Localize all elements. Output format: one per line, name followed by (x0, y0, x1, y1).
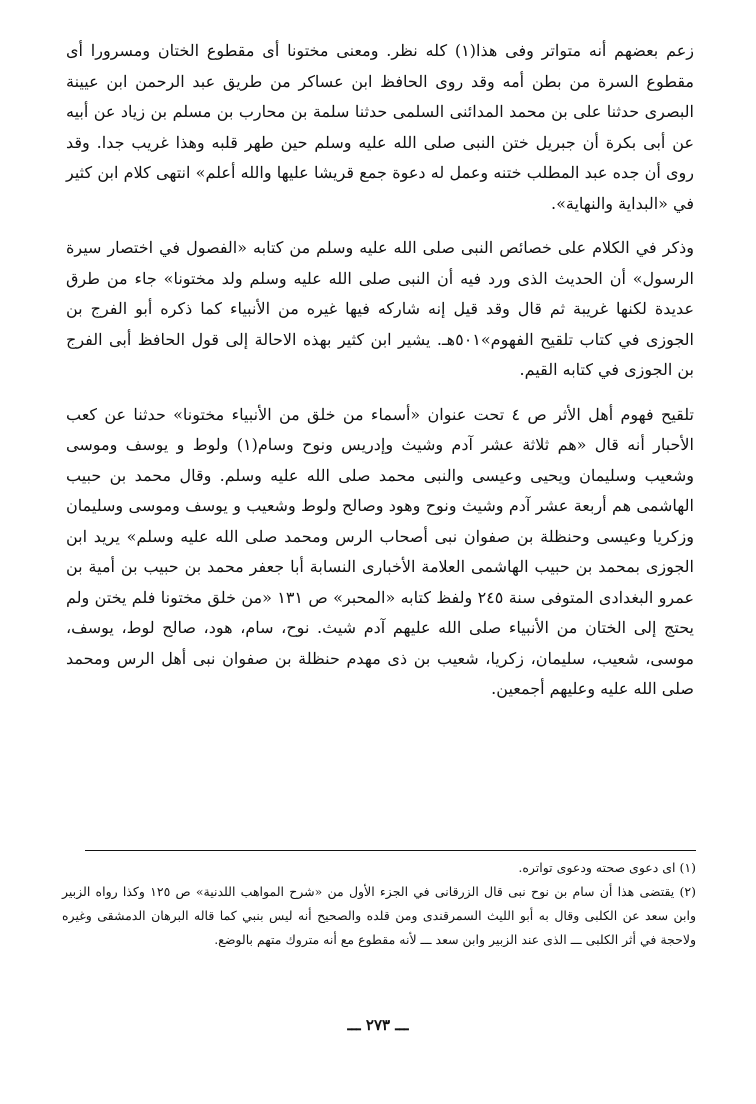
footnotes (62, 856, 696, 952)
footnote-2: (٢) يقتضى هذا أن سام بن نوح نبى قال الزرقانى في الجزء الأول من «شرح المواهب اللدنية» ص ١٢٥ وكذا رواه الزبير وابن سعد عن الكلبى وقال به أبو الليث السمرقندى ومن قلده والصحيح أنه ليس بنبي كما قاله البرهان الدمشقى وغيره ولاحجة في أثر الكلبى ـــ الذى عند الزبير وابن سعد ـــ لأنه مقطوع مع أنه متروك متهم بالوضع. (62, 884, 696, 947)
footnote-1: (١) اى دعوى صحته ودعوى تواتره. (518, 860, 696, 875)
paragraph-talqih-fuhum: تلقيح فهوم أهل الأثر ص ٤ تحت عنوان «أسماء من خلق من الأنبياء مختونا» حدثنا عن كعب الأحبار أنه قال «هم ثلاثة عشر آدم وشيث وإدريس ونوح وسام(١) ولوط و يوسف وموسى وشعيب وسليمان ويحيى وعيسى والنبى محمد صلى الله عليه وسلم. وقال محمد بن حبيب الهاشمى هم أربعة عشر آدم وشيث ونوح وهود وصالح ولوط وشعيب و يوسف وموسى وسليمان وزكريا وعيسى وحنظلة بن صفوان نبى أصحاب الرس ومحمد صلى الله عليه وسلم» يريد ابن الجوزى بمحمد بن حبيب الهاشمى العلامة الأخبارى النسابة أبا جعفر محمد بن حبيب بن أمية بن عمرو البغدادى المتوفى سنة ٢٤٥ ولفظ كتابه «المحبر» ص ١٣١ «من خلق مختونا فلم يختن ولم يحتج إلى الختان من الأنبياء صلى الله عليهم آدم شيث. نوح، سام، هود، صالح لوط، يوسف، موسى، شعيب، سليمان، زكريا، شعيب بن ذى مهدم حنظلة بن صفوان نبى أهل الرس ومحمد صلى الله عليه وعليهم أجمعين. (66, 404, 695, 698)
paragraph-ibn-kathir-quote: زعم بعضهم أنه متواتر وفى هذا(١) كله نظر. ومعنى مختونا أى مقطوع الختان ومسرورا أى مقطوع السرة من بطن أمه وقد روى الحافظ ابن عساكر من طريق عبد الرحمن ابن عيينة البصرى حدثنا على بن محمد المدائنى السلمى حدثنا سلمة بن محارب بن مسلم بن زياد عن أبيه عن أبى بكرة أن جبريل ختن النبى صلى الله عليه وسلم حين طهر قلبه وهذا غريب جدا. وقد روى أن جده عبد المطلب ختنه وعمل له دعوة جمع قريشا عليها والله أعلم» انتهى كلام ابن كثير في «البداية والنهاية». (66, 41, 695, 213)
main-text (66, 36, 694, 705)
footnote-separator (85, 850, 696, 851)
paragraph-fusul-reference: وذكر في الكلام على خصائص النبى صلى الله عليه وسلم من كتابه «الفصول في اختصار سيرة الرسول» أن الحديث الذى ورد فيه أن النبى صلى الله عليه وسلم ولد مختونا» جاء من طرق عديدة لكنها غريبة ثم قال وقد قيل إنه شاركه فيها غيره من الأنبياء كما ذكره أبو الفرج بن الجوزى في كتاب تلقيح الفهوم»٥٠١هـ. يشير ابن كثير بهذه الاحالة إلى قول الحافظ أبى الفرج بن الجوزى في كتابه القيم. (66, 238, 695, 379)
page-number: ـــ ٢٧٣ ـــ (347, 1016, 409, 1034)
